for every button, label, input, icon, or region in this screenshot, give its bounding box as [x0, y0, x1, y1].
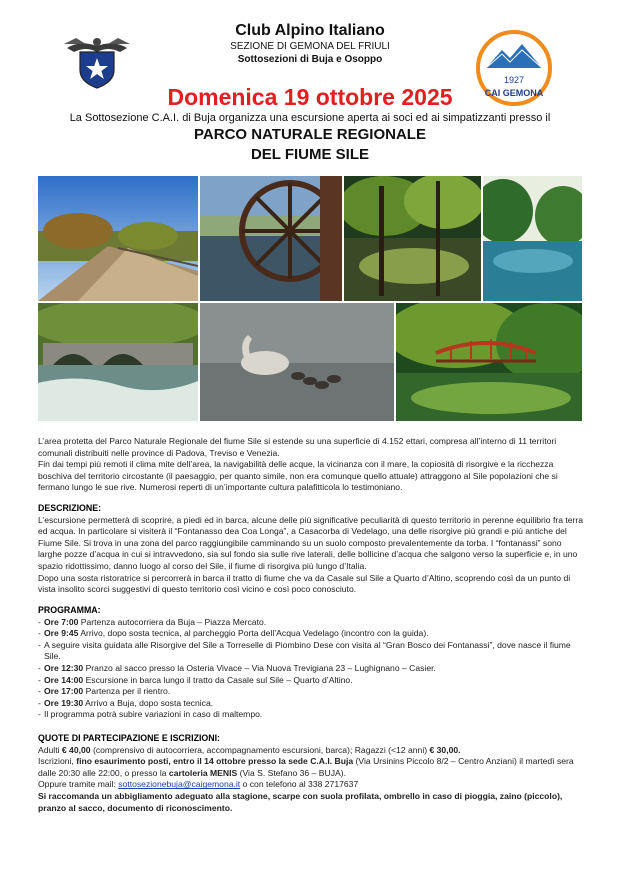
quote-prices: Adulti € 40,00 (comprensivo di autocorriera, accompagnamento escursioni, barca); Ragazzi (<12 anni) € 30,00. — [38, 744, 461, 755]
stone-bridge-photo — [38, 303, 198, 421]
iscrizioni-info: Iscrizioni, fino esaurimento posti, entro il 14 ottobre presso la sede C.A.I. Buja (Via Ursinins Piccolo 8/2 – Centro Anziani) il martedì sera dalle 20:30 alle 22:00, o presso la cartoleria MENIS (Via S. Stefano 36 – BUJA). — [38, 756, 574, 778]
intro-paragraph-2: Fin dai tempi più remoti il clima mite dell’area, la navigabilità delle acque, la vicinanza con il mare, la copiosità di risorgive e la ricchezza boschiva del territorio circostante (il paesaggio, per quanto simile, non era comunque quello attuale) attraggono al Sile popolazioni che si fermano lungo le sue rive. Numerosi reperti di un’importante cultura palafitticola lo testimoniano. — [38, 459, 558, 493]
logo-text: CAI GEMONA — [484, 88, 544, 98]
programma-title: PROGRAMMA: — [38, 605, 101, 615]
programma-item: - Il programma potrà subire variazioni in caso di maltempo. — [38, 709, 263, 720]
trees-reflection-photo — [344, 176, 481, 301]
programma-item: - Ore 17:00 Partenza per il rientro. — [38, 686, 171, 697]
water-mill-photo — [200, 176, 342, 301]
swan-ducklings-photo — [200, 303, 394, 421]
programma-item: - Ore 9:45 Arrivo, dopo sosta tecnica, al parcheggio Porta dell’Acqua Vedelago (incontro con la guida). — [38, 628, 429, 639]
boardwalk-photo — [38, 176, 198, 301]
event-intro: La Sottosezione C.A.I. di Buja organizza una escursione aperta ai soci ed ai simpatizzanti presso il — [69, 112, 551, 124]
programma-item: - A seguire visita guidata alle Risorgive del Sile a Torreselle di Piombino Dese con visita al “Gran Bosco dei Fontanassi”, dove nasce il fiume Sile. — [38, 639, 571, 662]
logo-year: 1927 — [503, 75, 525, 85]
raccomandazione: Si raccomanda un abbigliamento adeguato alla stagione, scarpe con suola profilata, ombrello in caso di pioggia, zaino (piccolo), pranzo al sacco, documento di riconoscimento. — [38, 790, 563, 813]
cai-emblem-logo — [62, 30, 132, 90]
red-footbridge-photo — [396, 303, 582, 421]
park-description — [38, 436, 584, 494]
descrizione-paragraph-2: Dopo una sosta ristoratrice si percorrerà in barca il tratto di fiume che va da Casale sul Sile a Quarto d’Altino, scoprendo così da un punto di vista insolito scorci suggestivi di questo territorio così vicino e così poco conosciuto. — [38, 572, 571, 595]
contact-info: Oppure tramite mail: sottosezionebuja@caigemona.it o con telefono al 338 2717637 — [38, 779, 359, 790]
phone-number: 338 2717637 — [308, 779, 359, 790]
programma-item: - Ore 12:30 Pranzo al sacco presso la Osteria Vivace – Via Nuova Trevigiana 23 – Lughignano – Casier. — [38, 662, 436, 673]
descrizione-title: DESCRIZIONE: — [38, 503, 102, 513]
intro-paragraph-1: L’area protetta del Parco Naturale Regionale del fiume Sile si estende su una superficie di 4.152 ettari, compresa all’interno di 11 territori comunali distribuiti nelle province di Padova, Treviso e Venezia. — [38, 436, 557, 458]
event-date: Domenica 19 ottobre 2025 — [167, 84, 453, 110]
programma-item: - Ore 19:30 Arrivo a Buja, dopo sosta tecnica. — [38, 697, 214, 708]
descrizione-section — [38, 503, 584, 596]
quote-section — [38, 733, 584, 814]
section-name: SEZIONE DI GEMONA DEL FRIULI — [230, 41, 390, 52]
programma-item: - Ore 14:00 Escursione in barca lungo il tratto da Casale sul Sile – Quarto d’Altino. — [38, 674, 353, 685]
quote-title: QUOTE DI PARTECIPAZIONE E ISCRIZIONI: — [38, 733, 220, 743]
subsections-name: Sottosezioni di Buja e Osoppo — [237, 54, 383, 65]
river-photo — [483, 176, 582, 301]
programma-section — [38, 605, 584, 721]
park-name-line-2: DEL FIUME SILE — [250, 146, 370, 163]
park-name-line-1: PARCO NATURALE REGIONALE — [194, 126, 426, 143]
descrizione-paragraph-1: L’escursione permetterà di scoprire, a piedi ed in barca, alcune delle più significative peculiarità di questo territorio in perenne equilibrio fra terra ed acqua. In particolare si visiterà il “Fontanasso dea Coa Longa”, a Casacorba di Vedelago, una delle risorgive più grandi e più antiche del Fiume Sile. Si trova in una zona del parco raggiungibile camminando su un suolo composto prevalentemente da torba. I “fontanassi” sono larghe pozze d’acqua in cui si intravvedono, sia sul fondo sia sulle rive laterali, delle bollicine d’acqua che salgono verso la superficie e, in uno spazio ridottissimo, danno luogo al corso del Sile, il fiume di risorgiva più lungo d’Italia. — [38, 514, 584, 571]
email-link[interactable]: sottosezionebuja@caigemona.it — [118, 779, 241, 790]
programma-item: - Ore 7:00 Partenza autocorriera da Buja – Piazza Mercato. — [38, 616, 267, 627]
club-name: Club Alpino Italiano — [235, 22, 385, 39]
